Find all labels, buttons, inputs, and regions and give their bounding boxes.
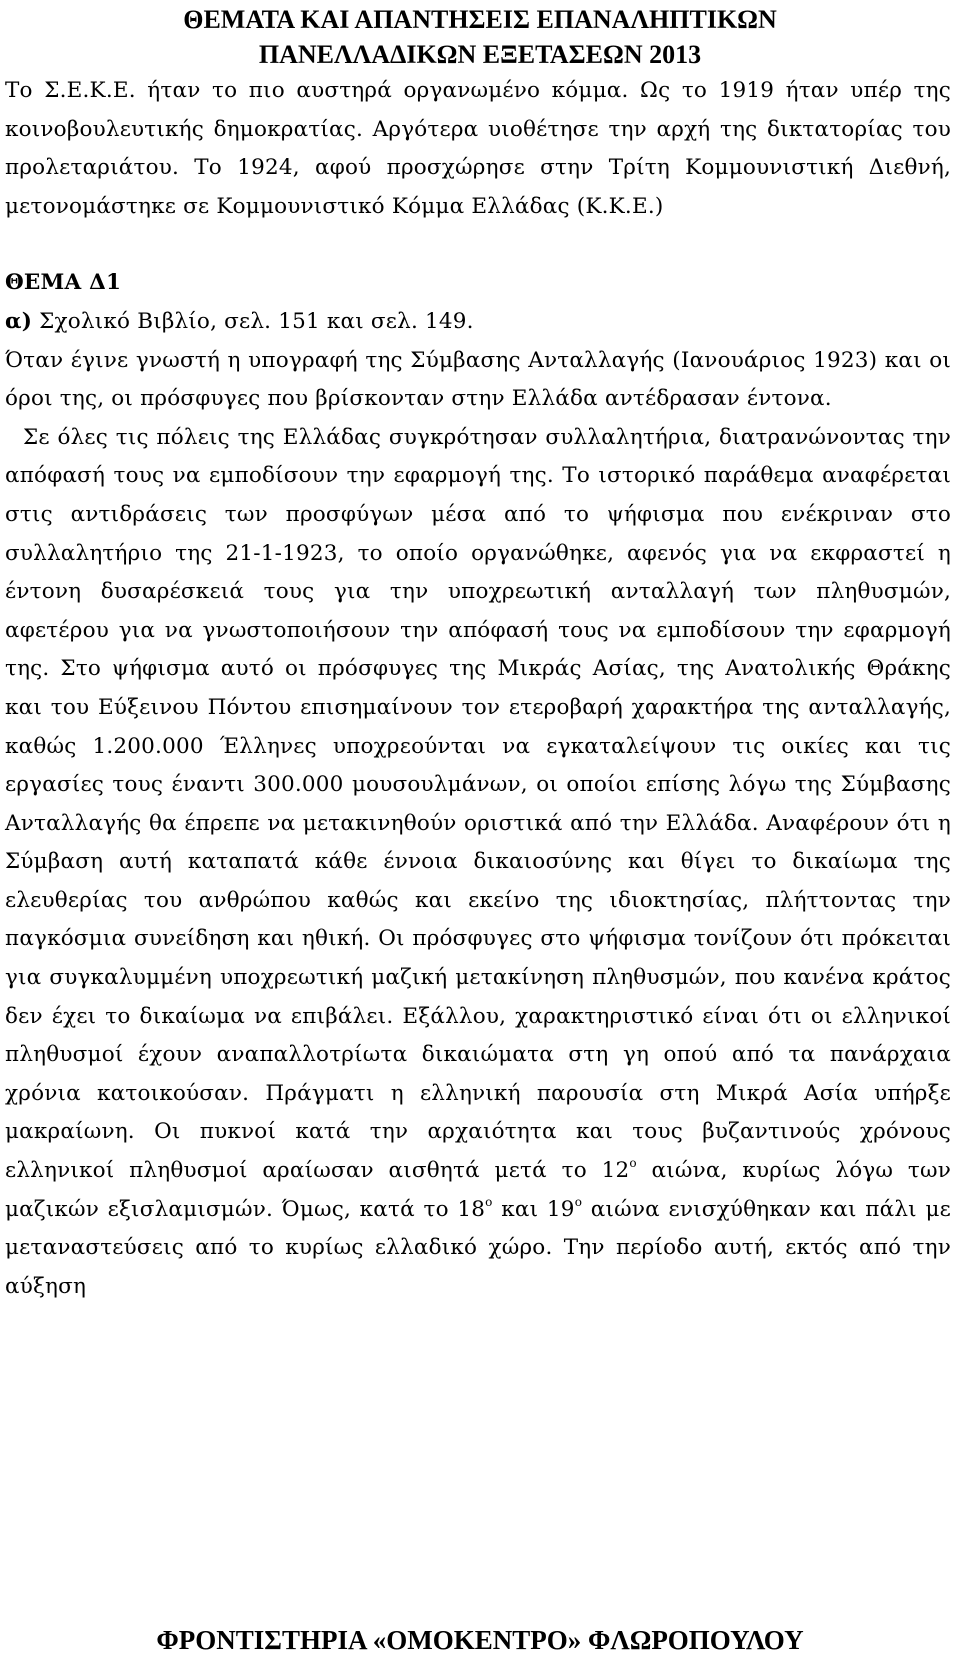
paragraph-2-end: αιώνα ενισχύθηκαν και πάλι με μεταναστεύσεις από το κυρίως ελλαδικό χώρο. Την περίοδο αυτή, εκτός από την αύξηση: [5, 1196, 951, 1299]
document-body: [5, 72, 951, 1306]
superscript-ordinal-1: ο: [629, 1156, 637, 1171]
header-line-1: ΘΕΜΑΤΑ ΚΑΙ ΑΠΑΝΤΗΣΕΙΣ ΕΠΑΝΑΛΗΠΤΙΚΩΝ: [183, 5, 777, 34]
paragraph-2: [5, 419, 951, 1307]
superscript-ordinal-2: ο: [485, 1194, 493, 1209]
part-a-line: [5, 303, 951, 342]
part-a-label: α): [5, 308, 33, 334]
paragraph-2-mid: αιώνα, κυρίως λόγω των μαζικών εξισλαμισμών. Όμως, κατά το 18: [5, 1158, 951, 1222]
header-line-2: ΠΑΝΕΛΛΑΔΙΚΩΝ ΕΞΕΤΑΣΕΩΝ 2013: [258, 40, 702, 69]
paragraph-2-main: Σε όλες τις πόλεις της Ελλάδας συγκρότησαν συλλαλητήρια, διατρανώνοντας την απόφασή τους να εμποδίσουν την εφαρμογή της. Το ιστορικό παράθεμα αναφέρεται στις αντιδράσεις των προσφύγων μέσα από το ψήφισμα που ενέκριναν στο συλλαλητήριο της 21-1-1923, το οποίο οργανώθηκε, αφενός για να εκφραστεί η έντονη δυσαρέσκειά τους για την υποχρεωτική ανταλλαγή των πληθυσμών, αφετέρου για να γνωστοποιήσουν την απόφασή τους να εμποδίσουν την εφαρμογή της. Στο ψήφισμα αυτό οι πρόσφυγες της Μικράς Ασίας, της Ανατολικής Θράκης και του Εύξεινου Πόντου επισημαίνουν τον ετεροβαρή χαρακτήρα της ανταλλαγής, καθώς 1.200.000 Έλληνες υποχρεούνται να εγκαταλείψουν τις οικίες και τις εργασίες τους έναντι 300.000 μουσουλμάνων, οι οποίοι επίσης λόγω της Σύμβασης Ανταλλαγής θα έπρεπε να μετακινηθούν οριστικά από την Ελλάδα. Αναφέρουν ότι η Σύμβαση αυτή καταπατά κάθε έννοια δικαιοσύνης και θίγει το δικαίωμα της ελευθερίας του ανθρώπου καθώς και εκείνο της ιδιοκτησίας, πλήττοντας την παγκόσμια συνείδηση και ηθική. Οι πρόσφυγες στο ψήφισμα τονίζουν ότι πρόκειται για συγκαλυμμένη υποχρεωτική μαζική μετακίνηση πληθυσμών, που κανένα κράτος δεν έχει το δικαίωμα να επιβάλει. Εξάλλου, χαρακτηριστικό είναι ότι οι ελληνικοί πληθυσμοί έχουν αναπαλλοτρίωτα δικαιώματα στη γη οπού από τα πανάρχαια χρόνια κατοικούσαν. Πράγματι η ελληνική παρουσία στη Μικρά Ασία υπήρξε μακραίωνη. Οι πυκνοί κατά την αρχαιότητα και τους βυζαντινούς χρόνους ελληνικοί πληθυσμοί αραίωσαν αισθητά μετά το 12: [5, 424, 951, 1184]
paragraph-2-mid2: και 19: [492, 1196, 575, 1222]
intro-paragraph: Το Σ.Ε.Κ.Ε. ήταν το πιο αυστηρά οργανωμένο κόμμα. Ως το 1919 ήταν υπέρ της κοινοβουλευτικής δημοκρατίας. Αργότερα υιοθέτησε την αρχή της δικτατορίας του προλεταριάτου. Το 1924, αφού προσχώρησε στην Τρίτη Κομμουνιστική Διεθνή, μετονομάστηκε σε Κομμουνιστικό Κόμμα Ελλάδας (Κ.Κ.Ε.): [5, 78, 951, 219]
superscript-ordinal-3: ο: [574, 1194, 583, 1209]
paragraph-1: Όταν έγινε γνωστή η υπογραφή της Σύμβασης Ανταλλαγής (Ιανουάριος 1923) και οι όροι της, οι πρόσφυγες που βρίσκονταν στην Ελλάδα αντέδρασαν έντονα.: [5, 347, 951, 412]
part-a-text: Σχολικό Βιβλίο, σελ. 151 και σελ. 149.: [32, 308, 474, 334]
document-header: [0, 2, 960, 72]
section-title: ΘΕΜΑ Δ1: [5, 270, 122, 296]
document-footer: ΦΡΟΝΤΙΣΤΗΡΙΑ «ΟΜΟΚΕΝΤΡΟ» ΦΛΩΡΟΠΟΥΛΟΥ: [156, 1625, 804, 1655]
